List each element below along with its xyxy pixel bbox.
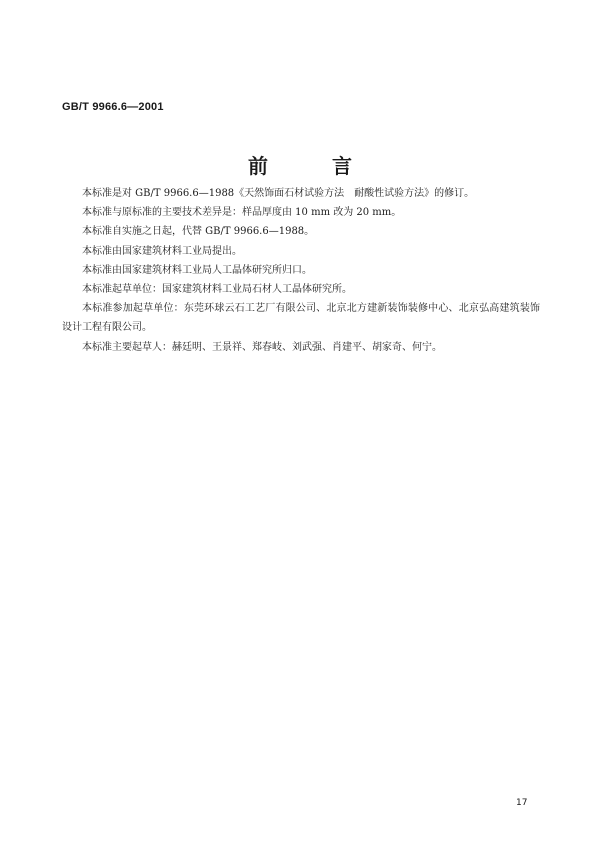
page-title: 前 言 — [248, 154, 374, 178]
paragraph-differences: 本标准与原标准的主要技术差异是：样品厚度由 10 mm 改为 20 mm。 — [82, 207, 402, 219]
paragraph-proposer: 本标准由国家建筑材料工业局提出。 — [82, 245, 242, 257]
foreword-body — [62, 184, 540, 357]
paragraph-drafting-unit: 本标准起草单位：国家建筑材料工业局石材人工晶体研究所。 — [82, 284, 352, 296]
paragraph-governing-body: 本标准由国家建筑材料工业局人工晶体研究所归口。 — [82, 264, 312, 276]
paragraph-participating-units: 本标准参加起草单位：东莞环球云石工艺厂有限公司、北京北方建新装饰装修中心、北京弘高建筑装饰设计工程有限公司。 — [62, 303, 540, 334]
paragraph-replacement: 本标准自实施之日起，代替 GB/T 9966.6—1988。 — [82, 226, 315, 238]
paragraph-drafters: 本标准主要起草人：赫廷明、王景祥、郑春岐、刘武强、肖建平、胡家奇、何宁。 — [82, 341, 442, 353]
page-number: 17 — [516, 798, 528, 808]
standard-code: GB/T 9966.6—2001 — [62, 101, 164, 113]
paragraph-revision: 本标准是对 GB/T 9966.6—1988《天然饰面石材试验方法 耐酸性试验方法》的修订。 — [82, 188, 475, 199]
